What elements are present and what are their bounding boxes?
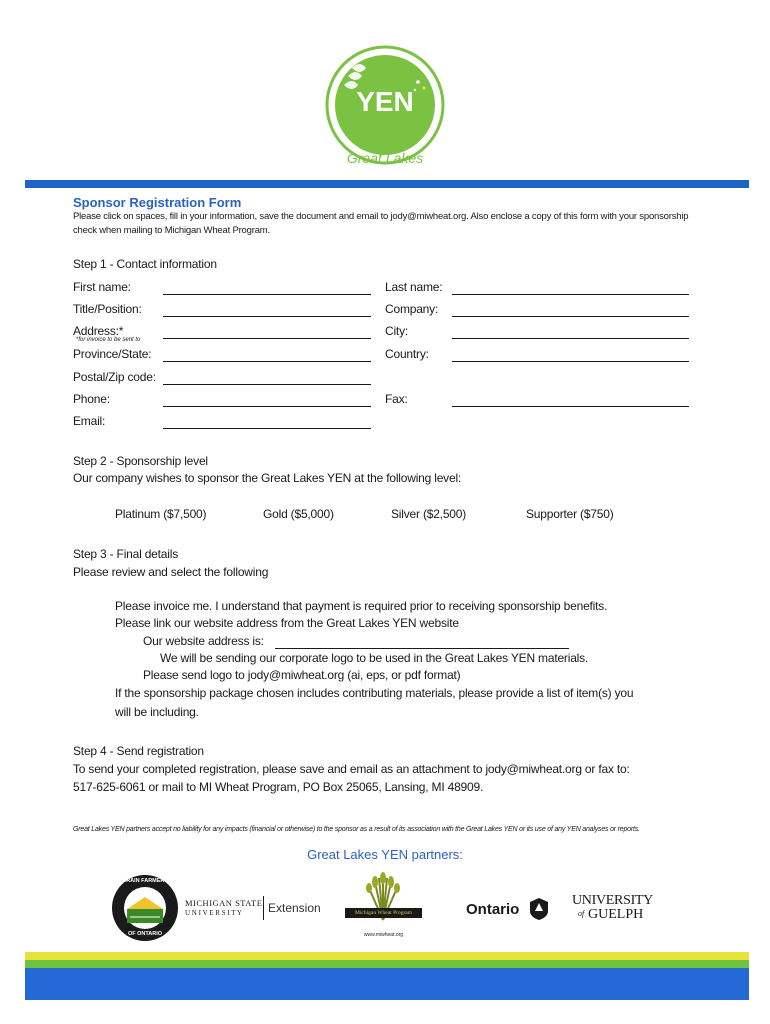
- address-label: Address:*: [73, 324, 124, 338]
- step1-title: Step 1 - Contact information: [73, 257, 217, 271]
- step2-text: Our company wishes to sponsor the Great Lakes YEN at the following level:: [73, 471, 462, 485]
- city-label: City:: [385, 324, 409, 338]
- address-note: *for invoice to be sent to: [76, 337, 141, 343]
- grain-farmers-logo: [110, 873, 180, 943]
- materials-text-1: If the sponsorship package chosen includes contributing materials, please provide a list of item(s) you: [115, 686, 634, 700]
- michigan-wheat-banner: Michigan Wheat Program: [345, 908, 422, 918]
- step2-title: Step 2 - Sponsorship level: [73, 454, 208, 468]
- yen-logo-subtext: Great Lakes: [346, 150, 424, 166]
- fax-label: Fax:: [385, 392, 408, 406]
- company-label: Company:: [385, 302, 439, 316]
- first-name-label: First name:: [73, 280, 131, 294]
- email-label: Email:: [73, 414, 106, 428]
- step3-text: Please review and select the following: [73, 565, 269, 579]
- company-field[interactable]: [452, 316, 689, 317]
- option-sending-logo[interactable]: We will be sending our corporate logo to be used in the Great Lakes YEN materials.: [160, 651, 589, 665]
- yen-logo: [320, 40, 450, 180]
- step3-title: Step 3 - Final details: [73, 547, 178, 561]
- title-position-label: Title/Position:: [73, 302, 142, 316]
- phone-label: Phone:: [73, 392, 110, 406]
- level-platinum[interactable]: Platinum ($7,500): [115, 507, 207, 521]
- step4-line2: 517-625-6061 or mail to MI Wheat Program, PO Box 25065, Lansing, MI 48909.: [73, 780, 484, 794]
- level-silver[interactable]: Silver ($2,500): [391, 507, 467, 521]
- country-label: Country:: [385, 347, 429, 361]
- form-intro: Please click on spaces, fill in your information, save the document and email to jody@miwheat.org. Also enclose a copy of this form with your sponsorship check when mailing to Michigan Wheat Program.: [73, 211, 689, 236]
- disclaimer: Great Lakes YEN partners accept no liability for any impacts (financial or otherwise) to the sponsor as a result of its association with the Great Lakes YEN or its use of any YEN analyses or reports.: [73, 826, 640, 833]
- guelph-logo: [572, 893, 662, 927]
- trillium-icon: [528, 897, 550, 921]
- country-field[interactable]: [452, 361, 689, 362]
- materials-text-2: will be including.: [115, 705, 199, 719]
- guelph-name-text: GUELPH: [588, 907, 644, 922]
- michigan-wheat-logo: [345, 872, 422, 944]
- phone-field[interactable]: [163, 406, 371, 407]
- city-field[interactable]: [452, 338, 689, 339]
- level-supporter[interactable]: Supporter ($750): [526, 507, 614, 521]
- last-name-label: Last name:: [385, 280, 443, 294]
- yen-logo-text: YEN: [356, 86, 414, 117]
- partners-title: Great Lakes YEN partners:: [307, 847, 463, 862]
- grain-farmers-bottom-text: OF ONTARIO: [127, 931, 163, 937]
- postal-field[interactable]: [163, 384, 371, 385]
- address-field[interactable]: [163, 338, 371, 339]
- ontario-logo: [466, 897, 551, 923]
- msu-extension-logo: [185, 896, 330, 922]
- michigan-wheat-url: www.miwheat.org: [363, 932, 404, 938]
- header-bar: [25, 180, 749, 188]
- guelph-of-text: of: [578, 909, 585, 918]
- province-label: Province/State:: [73, 347, 152, 361]
- option-invoice[interactable]: Please invoice me. I understand that payment is required prior to receiving sponsorship benefits.: [115, 599, 608, 613]
- option-link-website[interactable]: Please link our website address from the Great Lakes YEN website: [115, 616, 459, 630]
- msu-divider: [263, 896, 264, 920]
- last-name-field[interactable]: [452, 294, 689, 295]
- footer-green-stripe: [25, 960, 749, 968]
- footer-yellow-stripe: [25, 952, 749, 960]
- website-address-label: Our website address is:: [143, 634, 264, 648]
- postal-label: Postal/Zip code:: [73, 370, 156, 384]
- form-title: Sponsor Registration Form: [73, 195, 242, 210]
- first-name-field[interactable]: [163, 294, 371, 295]
- level-gold[interactable]: Gold ($5,000): [263, 507, 334, 521]
- msu-extension-text: Extension: [268, 901, 321, 915]
- step4-line1: To send your completed registration, please save and email as an attachment to jody@miwheat.org or fax to:: [73, 762, 630, 776]
- msu-name: MICHIGAN STATE: [185, 898, 263, 908]
- grain-farmers-top-text: GRAIN FARMERS: [121, 878, 169, 884]
- province-field[interactable]: [163, 361, 371, 362]
- msu-university: U N I V E R S I T Y: [185, 909, 242, 917]
- email-field[interactable]: [163, 428, 371, 429]
- website-address-field[interactable]: [275, 648, 569, 649]
- fax-field[interactable]: [452, 406, 689, 407]
- option-send-logo[interactable]: Please send logo to jody@miwheat.org (ai, eps, or pdf format): [143, 668, 461, 682]
- step4-title: Step 4 - Send registration: [73, 744, 204, 758]
- title-position-field[interactable]: [163, 316, 371, 317]
- ontario-text: Ontario: [466, 901, 520, 918]
- guelph-university-text: UNIVERSITY: [572, 893, 653, 908]
